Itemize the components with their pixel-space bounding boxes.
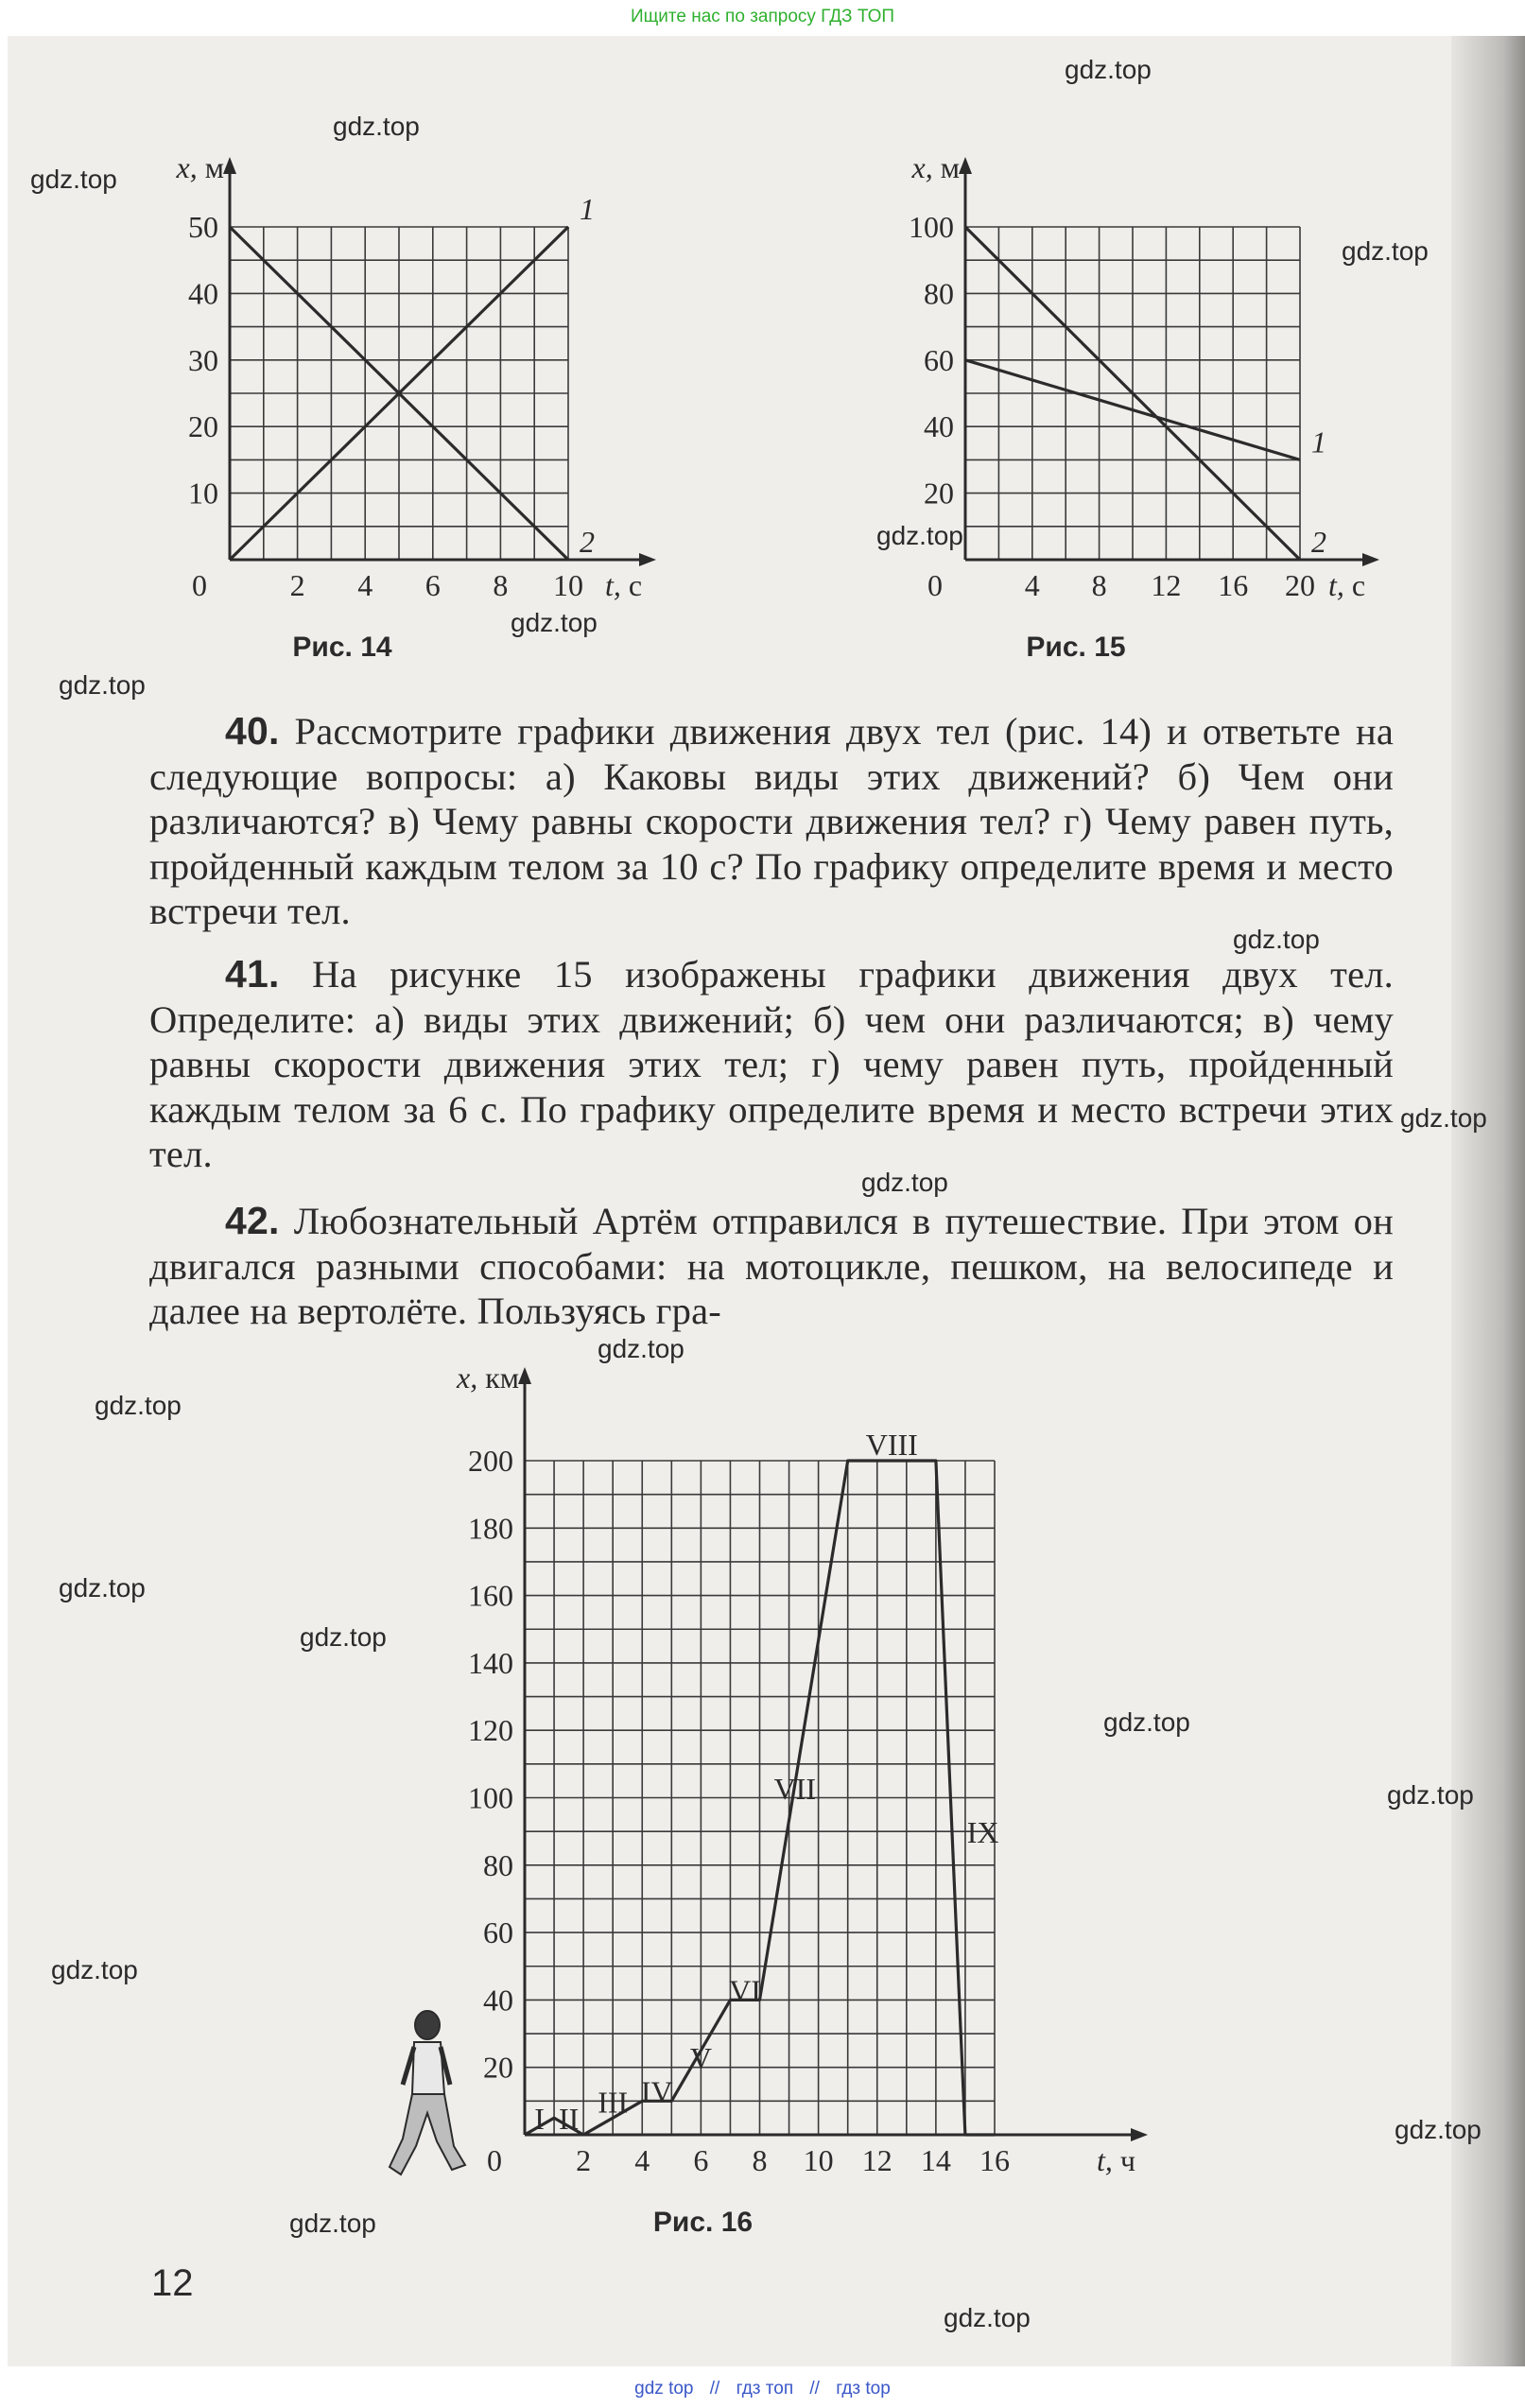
segment-label: IV — [640, 2074, 673, 2109]
bottom-link-1[interactable]: gdz top — [634, 2379, 694, 2399]
x-tick-label: 10 — [553, 568, 583, 602]
x-tick-label: 6 — [425, 568, 441, 602]
y-tick-label: 40 — [483, 1983, 513, 2018]
y-tick-label: 80 — [924, 276, 954, 311]
watermark: gdz.top — [1400, 1103, 1487, 1133]
bottom-banner[interactable] — [0, 2375, 1525, 2408]
problem-42-text: Любознательный Артём отправился в путешествие. При этом он двигался разными способами: на мотоцикле, пешком, на велосипеде и далее на вертолёте. Пользуясь гра- — [149, 1200, 1394, 1332]
figure-caption: Рис. 15 — [1026, 632, 1126, 663]
walking-man-illustration — [390, 2011, 465, 2174]
watermark: gdz.top — [1395, 2115, 1482, 2144]
y-tick-label: 20 — [188, 409, 218, 444]
origin-label: 0 — [487, 2143, 502, 2177]
segment-label: I — [534, 2102, 545, 2137]
problem-41 — [149, 952, 1394, 1177]
y-tick-label: 30 — [188, 342, 218, 377]
y-tick-label: 40 — [188, 276, 218, 311]
bottom-link-2[interactable]: гдз топ — [736, 2379, 794, 2399]
problem-41-number: 41. — [225, 952, 280, 996]
watermark: gdz.top — [289, 2209, 376, 2238]
x-tick-label: 4 — [1024, 568, 1040, 602]
watermark: gdz.top — [95, 1391, 182, 1420]
x-tick-label: 8 — [1091, 568, 1107, 602]
series-label: 2 — [580, 525, 595, 559]
y-axis-label: x, км — [457, 1360, 519, 1395]
segment-label: IX — [966, 1815, 999, 1850]
x-tick-label: 12 — [1151, 568, 1182, 602]
figure-14-chart — [176, 150, 656, 663]
x-tick-label: 2 — [576, 2143, 592, 2177]
x-tick-label: 8 — [493, 568, 509, 602]
y-axis-arrow — [518, 1367, 531, 1384]
y-axis-arrow — [223, 157, 236, 174]
y-axis-arrow — [959, 157, 972, 174]
y-tick-label: 100 — [909, 210, 954, 244]
watermark: gdz.top — [59, 670, 146, 700]
problem-42-number: 42. — [225, 1199, 280, 1242]
watermark: gdz.top — [1387, 1780, 1474, 1810]
figure-15-chart — [909, 150, 1379, 663]
x-tick-label: 16 — [1218, 568, 1249, 602]
x-tick-label: 16 — [979, 2143, 1010, 2177]
segment-label: VI — [729, 1973, 761, 2008]
segment-label: V — [689, 2041, 712, 2076]
y-tick-label: 10 — [188, 476, 218, 511]
y-tick-label: 20 — [924, 476, 954, 511]
origin-label: 0 — [192, 568, 207, 602]
watermark: gdz.top — [1065, 55, 1152, 84]
problem-40-text: Рассмотрите графики движения двух тел (рис. 14) и ответьте на следующие вопросы: а) Каковы виды этих движений? б) Чем они различаются? в) Чему равны скорости движения тел? г) Чему равен путь, пройденный каждым телом за 10 с? По графику определите время и место встречи тел. — [149, 710, 1394, 932]
y-tick-label: 50 — [188, 210, 218, 244]
x-tick-label: 2 — [289, 568, 305, 602]
y-tick-label: 160 — [468, 1578, 513, 1613]
bottom-link-3[interactable]: гдз top — [836, 2379, 891, 2399]
y-tick-label: 180 — [468, 1511, 513, 1546]
x-axis-label: t, с — [605, 568, 643, 602]
watermark: gdz.top — [944, 2303, 1031, 2332]
watermark: gdz.top — [333, 112, 420, 141]
page-number: 12 — [151, 2262, 194, 2304]
problem-40 — [149, 709, 1394, 934]
watermark: gdz.top — [511, 608, 598, 637]
watermark: gdz.top — [598, 1334, 685, 1363]
top-banner[interactable]: Ищите нас по запросу ГДЗ ТОП — [630, 7, 895, 26]
y-tick-label: 100 — [468, 1780, 513, 1815]
series-label: 1 — [1311, 424, 1326, 459]
problem-40-number: 40. — [225, 709, 280, 753]
x-tick-label: 14 — [920, 2143, 951, 2177]
y-axis-label: x, м — [176, 150, 224, 184]
y-tick-label: 40 — [924, 409, 954, 444]
watermark: gdz.top — [51, 1955, 138, 1984]
y-axis-label: x, м — [911, 150, 960, 184]
segment-label: III — [598, 2085, 629, 2120]
x-tick-label: 6 — [693, 2143, 709, 2177]
segment-label: II — [558, 2102, 580, 2137]
bottom-separator-1: // — [709, 2379, 720, 2399]
x-axis-arrow — [1362, 553, 1379, 566]
x-axis-label: t, с — [1328, 568, 1366, 602]
y-tick-label: 20 — [483, 2050, 513, 2085]
y-tick-label: 60 — [483, 1915, 513, 1950]
x-tick-label: 4 — [634, 2143, 650, 2177]
y-tick-label: 140 — [468, 1645, 513, 1680]
watermark: gdz.top — [1233, 925, 1320, 954]
x-tick-label: 12 — [861, 2143, 892, 2177]
watermark: gdz.top — [300, 1622, 387, 1652]
y-tick-label: 80 — [483, 1847, 513, 1882]
bottom-separator-2: // — [809, 2379, 820, 2399]
y-tick-label: 200 — [468, 1444, 513, 1478]
series-label: 1 — [580, 192, 595, 226]
y-tick-label: 120 — [468, 1713, 513, 1748]
watermark: gdz.top — [59, 1573, 146, 1602]
origin-label: 0 — [927, 568, 943, 602]
watermark: gdz.top — [30, 165, 117, 194]
x-tick-label: 10 — [803, 2143, 834, 2177]
watermark: gdz.top — [1103, 1707, 1190, 1737]
x-axis-arrow — [1131, 2128, 1148, 2141]
segment-label: VIII — [865, 1428, 918, 1463]
problem-41-text: На рисунке 15 изображены графики движения двух тел. Определите: а) виды этих движений; б) чем они различаются; в) чему равны скорости движения этих тел; г) чему равен путь, пройденный каждым телом за 6 с. По графику определите время и место встречи этих тел. — [149, 953, 1394, 1175]
segment-label: VII — [773, 1771, 816, 1806]
watermark: gdz.top — [876, 521, 963, 550]
x-tick-label: 4 — [357, 568, 373, 602]
figure-caption: Рис. 16 — [652, 2207, 754, 2238]
y-tick-label: 60 — [924, 342, 954, 377]
x-tick-label: 20 — [1285, 568, 1315, 602]
x-axis-label: t, ч — [1097, 2143, 1135, 2177]
x-axis-arrow — [639, 553, 656, 566]
figure-16-chart — [456, 1360, 1148, 2238]
x-tick-label: 8 — [752, 2143, 768, 2177]
watermark: gdz.top — [861, 1168, 948, 1197]
series-label: 2 — [1311, 525, 1326, 559]
watermark: gdz.top — [1342, 236, 1429, 266]
problem-42 — [149, 1199, 1394, 1334]
figure-caption: Рис. 14 — [292, 632, 392, 663]
